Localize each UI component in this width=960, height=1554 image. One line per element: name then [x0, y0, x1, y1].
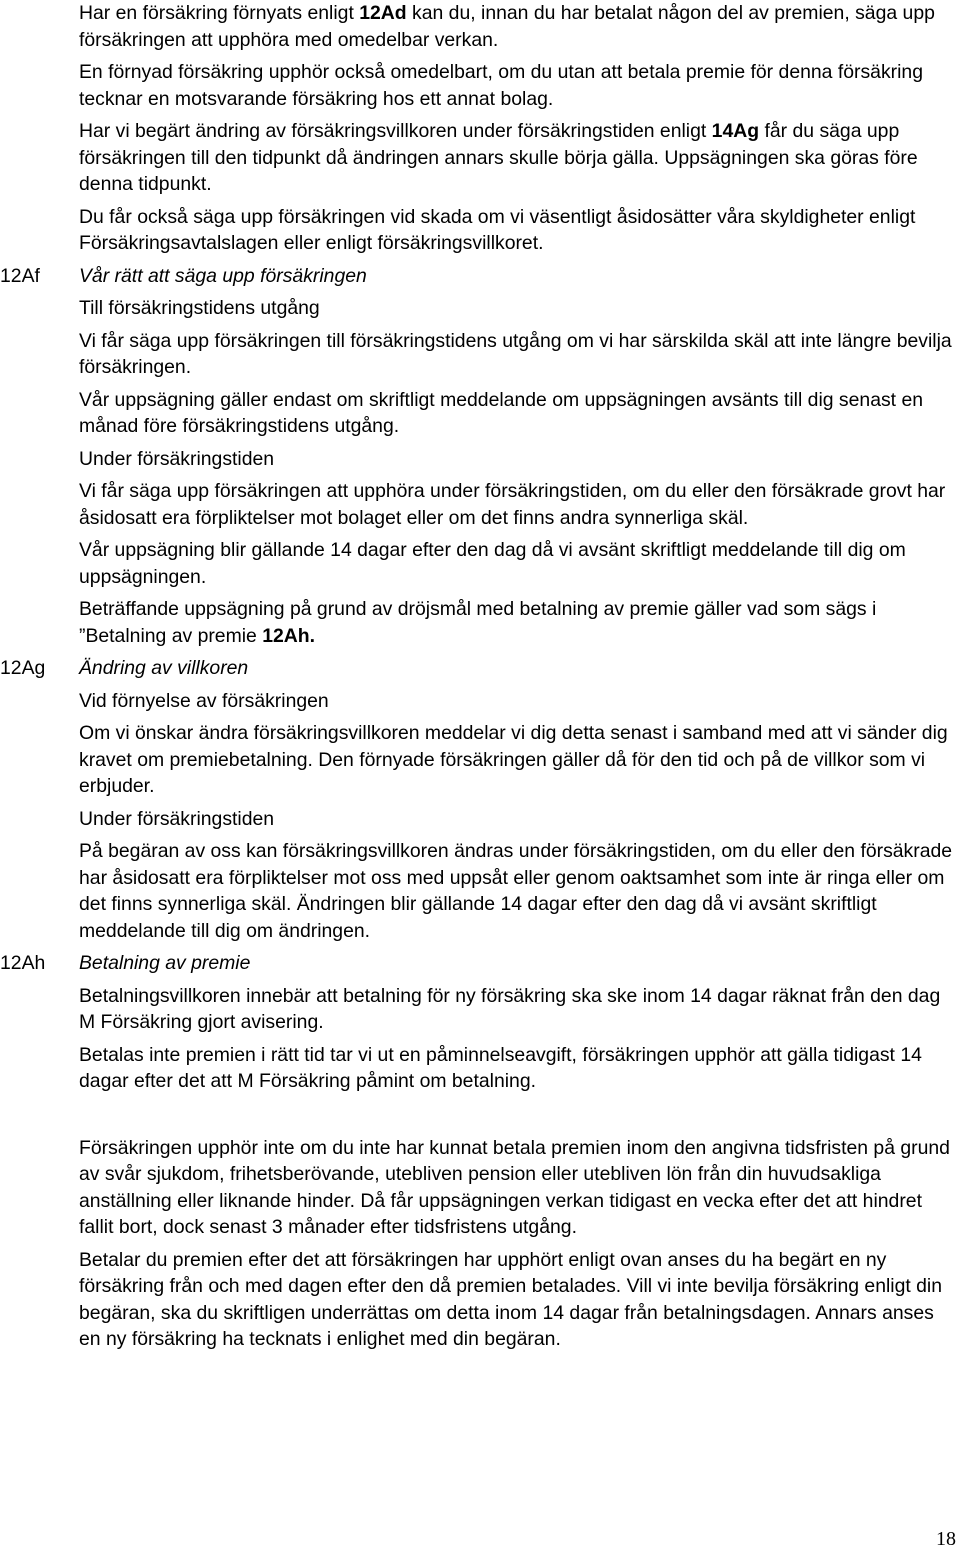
paragraph: Vår uppsägning blir gällande 14 dagar efter den dag då vi avsänt skriftligt meddelande till dig om uppsägningen.	[79, 539, 906, 588]
paragraph: Betalar du premien efter det att försäkringen har upphört enligt ovan anses du ha begärt en ny försäkring från och med dagen efter den då premien betalades. Vill vi inte bevilja försäkring enligt din begäran, ska du skriftligen underrättas om detta inom 14 dagar från betalningsdagen. Annars anses en ny försäkring ha tecknats i enlighet med din begäran.	[79, 1248, 943, 1350]
section-number: 12Af	[0, 264, 40, 287]
paragraph: Vi får säga upp försäkringen till försäkringstidens utgång om vi har särskilda skäl att inte längre bevilja försäkringen.	[79, 329, 952, 378]
page-number: 18	[936, 1528, 956, 1550]
section-heading-12af	[0, 263, 954, 290]
text-segment: Har en försäkring förnyats enligt	[79, 2, 360, 24]
paragraph: Om vi önskar ändra försäkringsvillkoren meddelar vi dig detta senast i samband med att vi sänder dig kravet om premiebetalning. Den förnyade försäkringen gäller då för den tid och på de villkor som vi erbjuder.	[79, 722, 948, 797]
text-segment: får du säga upp försäkringen till den tidpunkt då ändringen annars skulle börja gälla. Uppsägningen ska göras före denna tidpunkt.	[79, 120, 918, 195]
paragraph: Betalas inte premien i rätt tid tar vi ut en påminnelseavgift, försäkringen upphör att gälla tidigast 14 dagar efter det att M Försäkring påmint om betalning.	[79, 1043, 922, 1092]
paragraph: Vår uppsägning gäller endast om skriftligt meddelande om uppsägningen avsänts till dig senast en månad före försäkringstidens utgång.	[79, 388, 924, 437]
section-heading-12ah	[0, 950, 954, 977]
section-reference: 12Ad	[359, 2, 407, 24]
section-title: Ändring av villkoren	[79, 657, 249, 679]
intro-paragraph-3	[79, 118, 954, 198]
section-number: 12Ag	[0, 657, 46, 679]
paragraph: Betalningsvillkoren innebär att betalning för ny försäkring ska ske inom 14 dagar räknat från den dag M Försäkring gjort avisering.	[79, 984, 941, 1033]
section-reference: 12Ah.	[262, 624, 316, 647]
section-number: 12Ah	[0, 952, 46, 974]
section-title: Betalning av premie	[79, 952, 251, 974]
paragraph: Vi får säga upp försäkringen att upphöra under försäkringstiden, om du eller den försäkrade grovt har åsidosatt era förpliktelser mot bolaget eller om det finns andra synnerliga skäl.	[79, 480, 946, 529]
paragraph: På begäran av oss kan försäkringsvillkoren ändras under försäkringstiden, om du eller den försäkrade har åsidosatt era förpliktelser mot oss med uppsåt eller genom oaktsamhet som inte är ringa eller om det finns synnerliga skäl. Ändringen blir gällande 14 dagar efter den dag då vi avsänt skriftligt meddelande till dig om ändringen.	[79, 840, 953, 942]
section-title: Vår rätt att säga upp försäkringen	[79, 264, 367, 287]
text-segment: kan du, innan du har betalat någon del av premien, säga upp försäkringen att upphöra med omedelbar verkan.	[79, 2, 935, 51]
subheading: Till försäkringstidens utgång	[79, 297, 320, 319]
subheading: Under försäkringstiden	[79, 807, 275, 830]
section-heading-12ag	[0, 655, 954, 682]
paragraph-gap	[79, 1101, 954, 1135]
subheading: Vid förnyelse av försäkringen	[79, 689, 329, 712]
paragraph: Försäkringen upphör inte om du inte har kunnat betala premien inom den angivna tidsfristen på grund av svår sjukdom, frihetsberövande, utebliven pension eller utebliven lön från din huvudsakliga anställning eller liknande hinder. Då får uppsägningen verkan tidigast en vecka efter det att hindret fallit bort, dock senast 3 månader efter tidsfristens utgång.	[79, 1136, 950, 1238]
text-segment: Beträffande uppsägning på grund av dröjsmål med betalning av premie gäller vad som sägs i ”Betalning av premie	[79, 598, 877, 647]
text-segment: Har vi begärt ändring av försäkringsvillkoren under försäkringstiden enligt	[79, 120, 712, 142]
paragraph	[79, 596, 954, 649]
intro-paragraph-2: En förnyad försäkring upphör också omedelbart, om du utan att betala premie för denna försäkring tecknar en motsvarande försäkring hos ett annat bolag.	[79, 61, 923, 110]
subheading: Under försäkringstiden	[79, 447, 275, 470]
intro-paragraph-4: Du får också säga upp försäkringen vid skada om vi väsentligt åsidosätter våra skyldigheter enligt Försäkringsavtalslagen eller enligt försäkringsvillkoret.	[79, 205, 916, 254]
section-reference: 14Ag	[711, 120, 760, 142]
intro-paragraph-1	[79, 0, 954, 53]
